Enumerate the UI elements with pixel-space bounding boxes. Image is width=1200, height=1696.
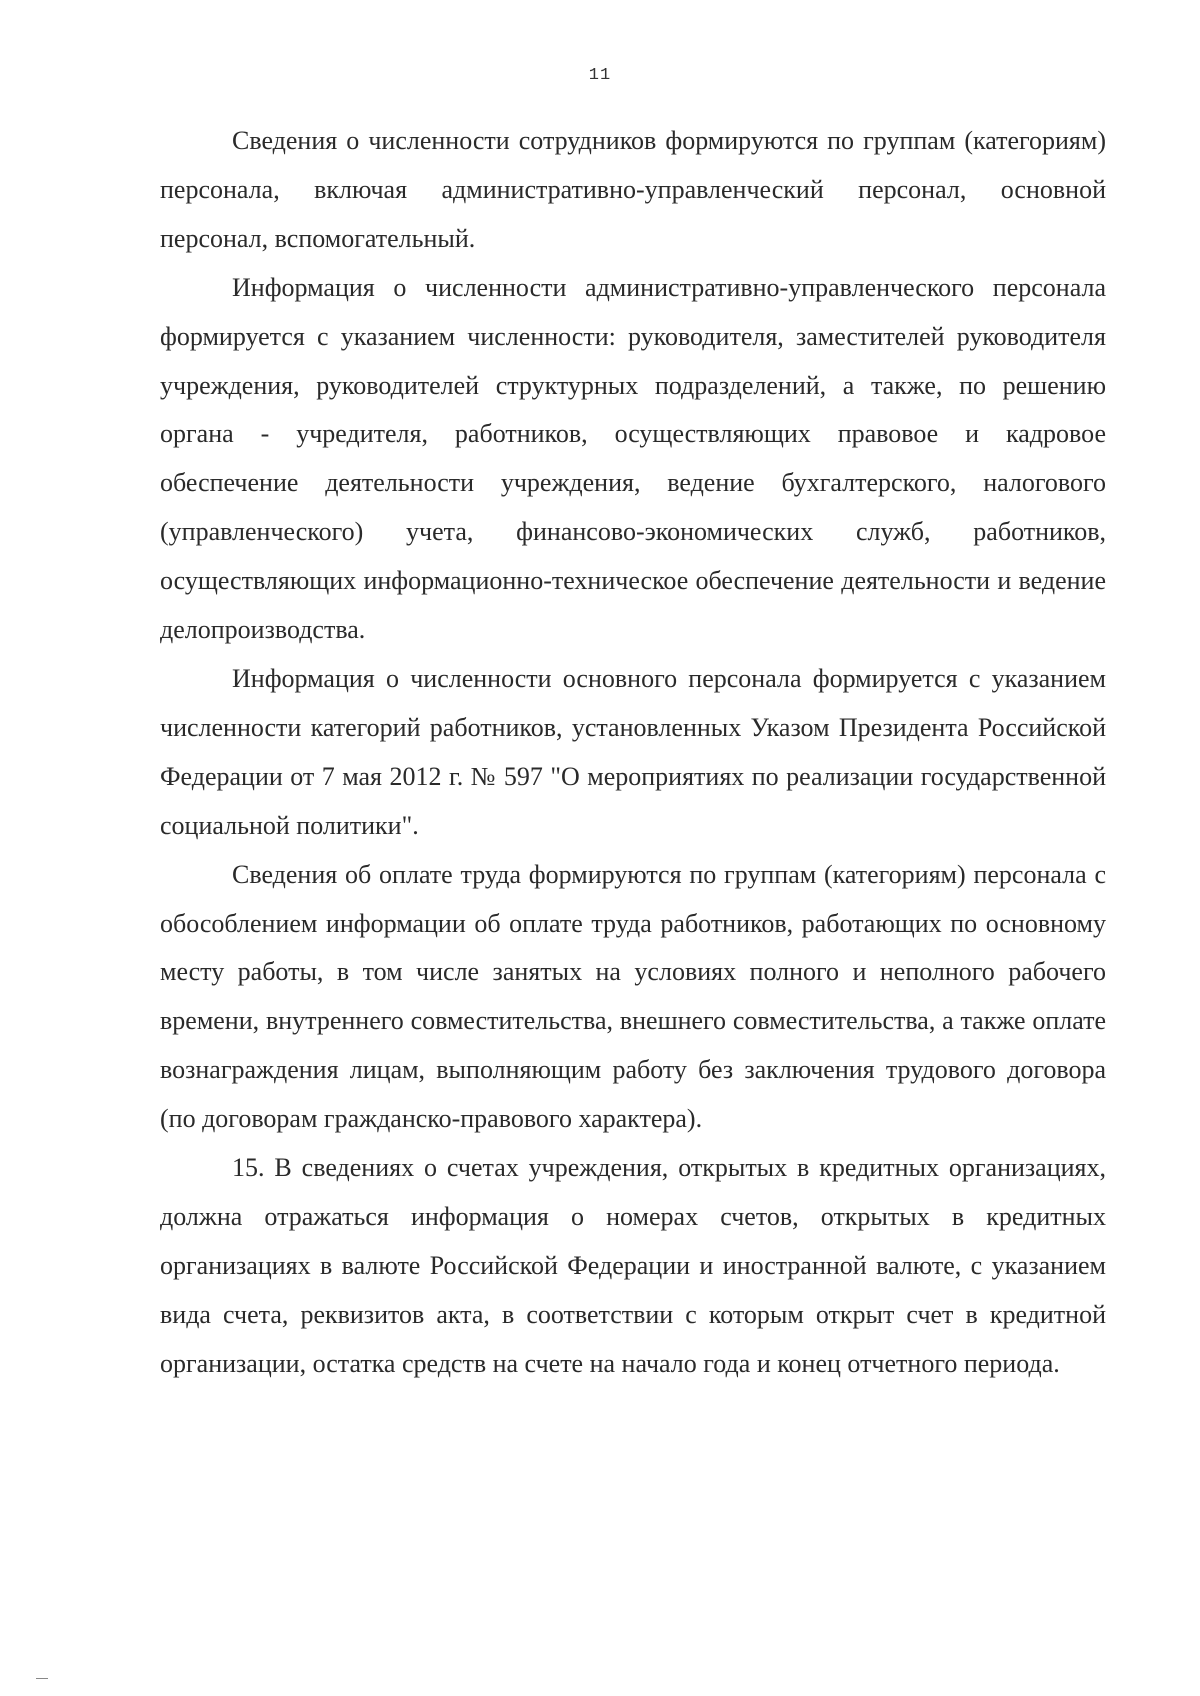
page-number: 11: [588, 66, 612, 85]
paragraph-bank-accounts: 15. В сведениях о счетах учреждения, открытых в кредитных организациях, должна отражаться информация о номерах счетов, открытых в кредитных организациях в валюте Российской Федерации и иностранной валюте, с указанием вида счета, реквизитов акта, в соответствии с которым открыт счет в кредитной организации, остатка средств на счете на начало года и конец отчетного периода.: [160, 1153, 1106, 1378]
document-body: [160, 117, 1106, 1389]
paragraph-salary-info: Сведения об оплате труда формируются по группам (категориям) персонала с обособлением информации об оплате труда работников, работающих по основному месту работы, в том числе занятых на условиях полного и неполного рабочего времени, внутреннего совместительства, внешнего совместительства, а также оплате вознаграждения лицам, выполняющим работу без заключения трудового договора (по договорам гражданско-правового характера).: [160, 859, 1106, 1134]
paragraph-staff-count-groups: Сведения о численности сотрудников формируются по группам (категориям) персонала, включая административно-управленческий персонал, основной персонал, вспомогательный.: [160, 126, 1106, 253]
scan-mark: [36, 1678, 48, 1679]
paragraph-admin-staff: Информация о численности административно-управленческого персонала формируется с указанием численности: руководителя, заместителей руководителя учреждения, руководителей структурных подразделений, а также, по решению органа - учредителя, работников, осуществляющих правовое и кадровое обеспечение деятельности учреждения, ведение бухгалтерского, налогового (управленческого) учета, финансово-экономических служб, работников, осуществляющих информационно-техническое обеспечение деятельности и ведение делопроизводства.: [160, 272, 1106, 645]
paragraph-main-staff: Информация о численности основного персонала формируется с указанием численности категорий работников, установленных Указом Президента Российской Федерации от 7 мая 2012 г. № 597 "О мероприятиях по реализации государственной социальной политики".: [160, 663, 1106, 840]
